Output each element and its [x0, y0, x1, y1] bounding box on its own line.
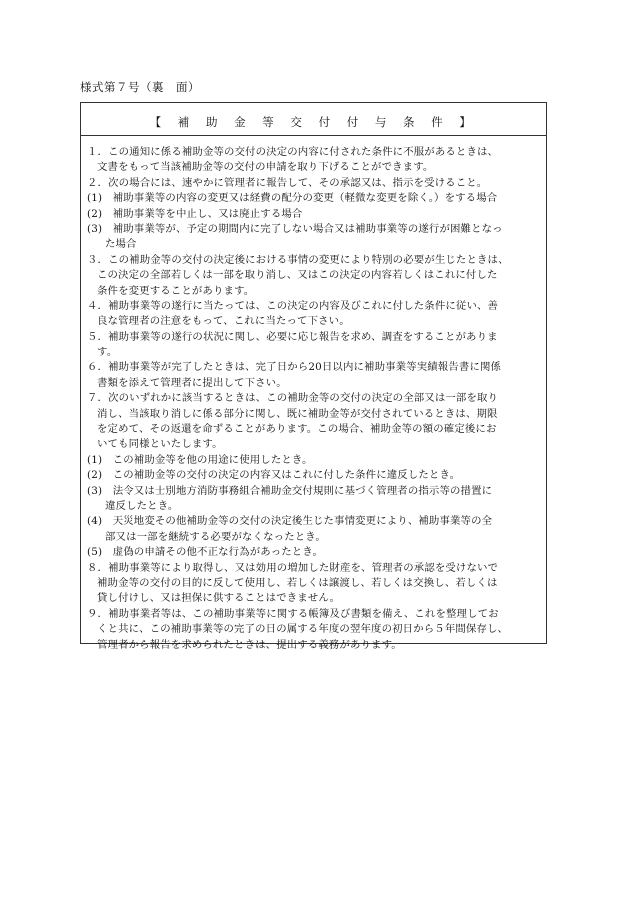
condition-7-item-3: (3) 法令又は士別地方消防事務組合補助金交付規則に基づく管理者の指示等の措置に: [87, 484, 493, 497]
condition-2-line-1: ２．次の場合には、速やかに管理者に報告して、その承認又は、指示を受けること。: [87, 176, 488, 189]
condition-2-item-3-cont: た場合: [105, 238, 137, 251]
condition-6-line-1: ６．補助事業等が完了したときは、完了日から20日以内に補助事業等実績報告書に関係: [87, 361, 502, 374]
condition-7-item-1: (1) この補助金等を他の用途に使用したとき。: [87, 453, 313, 466]
condition-6-line-2: 書類を添えて管理者に提出して下さい。: [97, 376, 287, 389]
condition-7-item-4-cont: 部又は一部を継続する必要がなくなったとき。: [105, 530, 326, 543]
condition-2-item-2: (2) 補助事業等を中止し、又は廃止する場合: [87, 207, 303, 220]
form-number-label: 様式第７号（裏 面）: [80, 80, 200, 94]
condition-8-line-1: ８．補助事業等により取得し、又は効用の増加した財産を、管理者の承認を受けないで: [87, 561, 499, 574]
condition-7-item-2: (2) この補助金等の交付の決定の内容又はこれに付した条件に違反したとき。: [87, 469, 461, 482]
condition-9-line-1: ９．補助事業者等は、この補助事業等に関する帳簿及び書類を備え、これを整理してお: [87, 607, 499, 620]
condition-5-line-2: す。: [97, 346, 118, 359]
condition-7-item-5: (5) 虚偽の申請その他不正な行為があったとき。: [87, 546, 323, 559]
condition-5-line-1: ５．補助事業等の遂行の状況に関し、必要に応じ報告を求め、調査をすることがありま: [87, 330, 498, 343]
condition-2-item-3: (3) 補助事業等が、予定の期間内に完了しない場合又は補助事業等の遂行が困難となっ: [87, 222, 503, 235]
condition-7-line-4: いても同様といたします。: [97, 438, 223, 451]
conditions-box: [80, 102, 547, 651]
condition-1-line-1: １．この通知に係る補助金等の交付の決定の内容に付された条件に不服があるときは、: [87, 146, 499, 158]
condition-4-line-2: 良な管理者の注意をもって、これに当たって下さい。: [97, 315, 350, 328]
condition-9-line-2: くと共に、この補助事業等の完了の日の属する年度の翌年度の初日から５年間保存し、: [97, 623, 509, 636]
condition-4-line-1: ４．補助事業等の遂行に当たっては、この決定の内容及びこれに付した条件に従い、善: [87, 299, 499, 312]
condition-7-line-3: を定めて、その返還を命ずることがあります。この場合、補助金等の額の確定後にお: [97, 423, 497, 436]
condition-8-line-3: 貸し付けし、又は担保に供することはできません。: [97, 592, 341, 605]
condition-3-line-1: ３．この補助金等の交付の決定後における事情の変更により特別の必要が生じたときは、: [87, 253, 509, 266]
condition-7-item-4: (4) 天災地変その他補助金等の交付の決定後生じた事情変更により、補助事業等の全: [87, 515, 493, 528]
condition-3-line-3: 条件を変更することがあります。: [97, 284, 255, 297]
title-divider: [81, 135, 546, 136]
condition-7-line-2: 消し、当該取り消しに係る部分に関し、既に補助金等が交付されているときは、期限: [97, 407, 498, 420]
conditions-list: [87, 139, 545, 653]
condition-1-line-2: 文書をもって当該補助金等の交付の申請を取り下げることができます。: [97, 161, 434, 174]
condition-8-line-2: 補助金等の交付の目的に反して使用し、若しくは譲渡し、若しくは交換し、若しくは: [97, 576, 498, 589]
condition-7-item-3-cont: 違反したとき。: [105, 499, 179, 512]
condition-7-line-1: ７．次のいずれかに該当するときは、この補助金等の交付の決定の全部又は一部を取り: [87, 392, 499, 405]
condition-2-item-1: (1) 補助事業等の内容の変更又は経費の配分の変更（軽微な変更を除く。）をする場合: [87, 192, 498, 205]
condition-9-line-3: 管理者から報告を求められたときは、提出する義務があります。: [97, 638, 402, 651]
condition-3-line-2: この決定の全部若しくは一部を取り消し、又はこの決定の内容若しくはこれに付した: [97, 269, 498, 282]
conditions-title: 【 補 助 金 等 交 付 付 与 条 件 】: [149, 115, 478, 129]
